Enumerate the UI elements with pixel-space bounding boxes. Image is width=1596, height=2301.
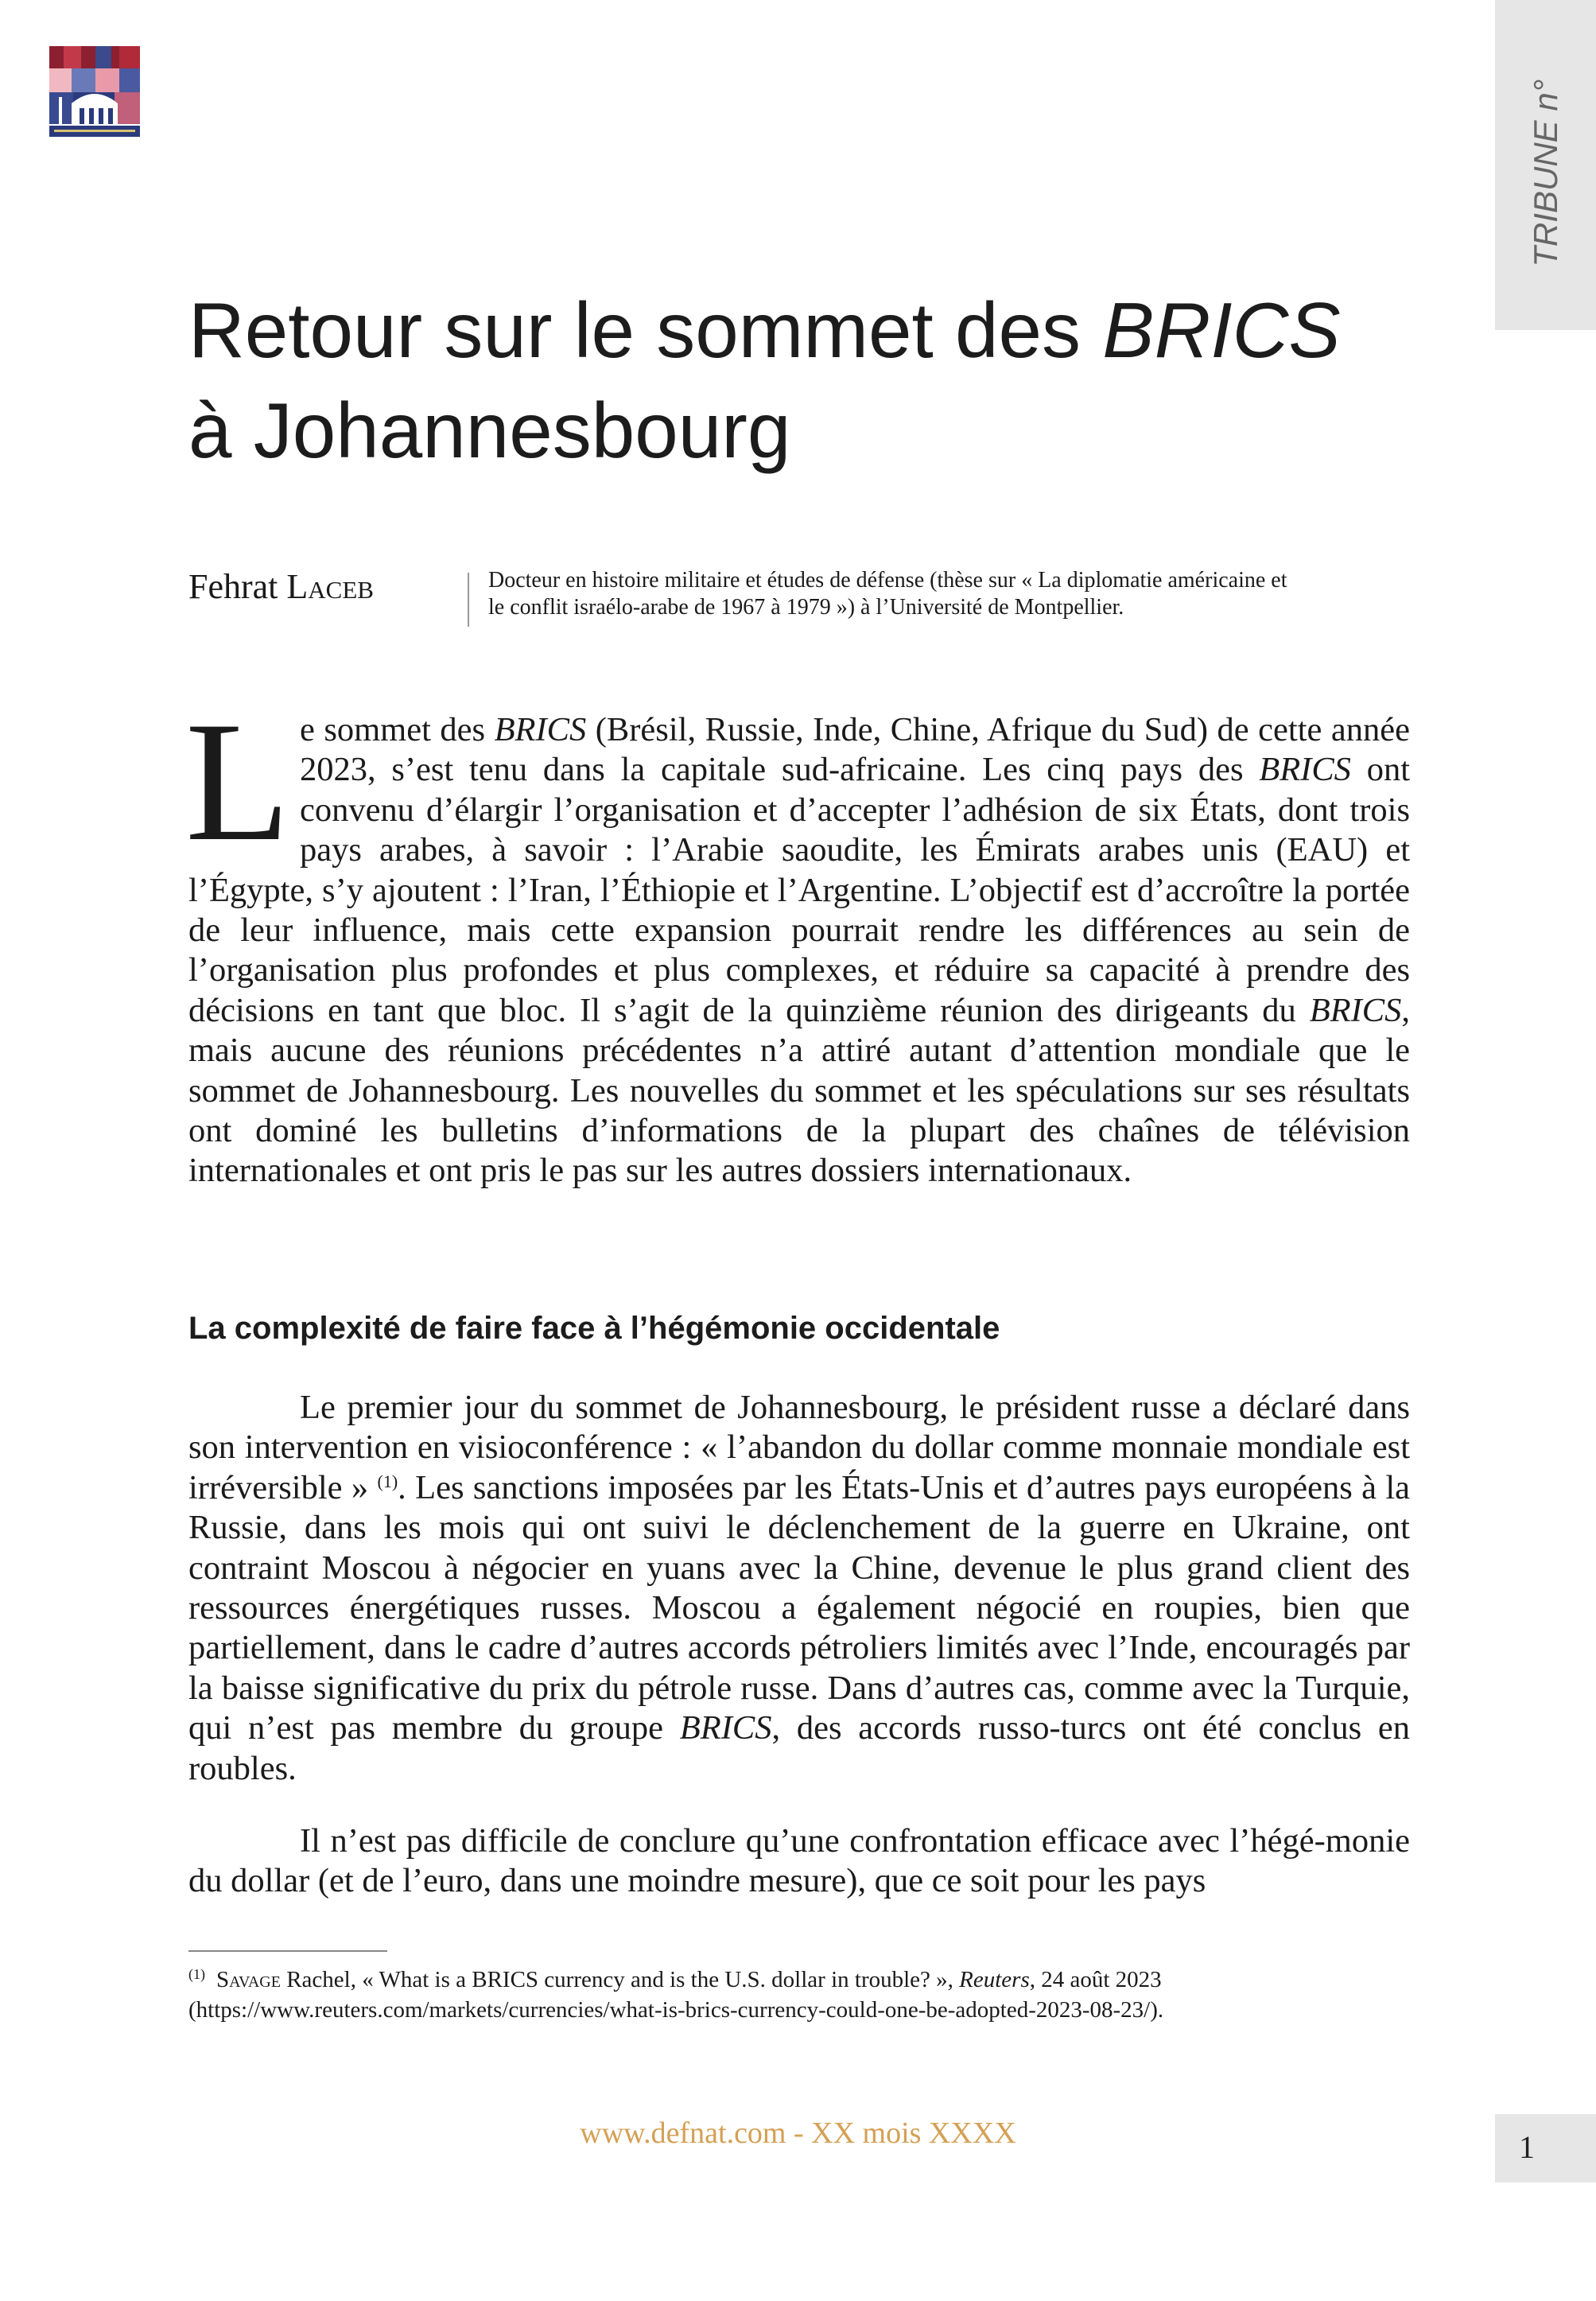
intro-brics-2: BRICS	[1259, 751, 1351, 789]
section-heading: La complexité de faire face à l’hégémonie occidentale	[188, 1311, 1000, 1346]
para2-text-2: . Les sanctions imposées par les États-Unis et d’autres pays européens à la Russie, dans les mois qui ont suivi le déclenchement de la guerre en Ukraine, ont contraint Moscou à négocier en yuans avec la Chine, devenue le plus grand client des ressources énergétiques russes. Moscou a également négocié en roupies, bien que partiellement, dans le cadre d’autres accords pétroliers limités avec l’Inde, encouragés par la baisse significative du prix du pétrole russe. Dans d’autres cas, comme avec la Turquie, qui n’est pas membre du groupe	[188, 1468, 1410, 1747]
author-bio-line2: le conflit israélo-arabe de 1967 à 1979 ») à l’Université de Montpellier.	[488, 595, 1124, 620]
body-paragraph-3: Il n’est pas difficile de conclure qu’une confrontation efficace avec l’hégé-monie du dollar (et de l’euro, dans une moindre mesure), que ce soit pour les pays	[188, 1822, 1410, 1900]
footnote-rule	[188, 1950, 387, 1952]
intro-text-1: e sommet des	[299, 711, 495, 748]
page-number: 1	[1519, 2129, 1535, 2165]
intro-paragraph	[185, 686, 1411, 1191]
intro-brics-3: BRICS	[1309, 991, 1402, 1029]
footnote-text-2: , 24 août 2023	[1029, 1967, 1162, 1992]
title-line2: à Johannesbourg	[188, 387, 791, 474]
author-first: Fehrat	[188, 567, 287, 606]
section-tab	[1495, 0, 1596, 330]
intro-brics-1: BRICS	[494, 711, 587, 748]
section-tab-label: TRIBUNE n°	[1526, 79, 1564, 267]
footnote-marker: (1)	[188, 1966, 205, 1982]
author-last: Laceb	[286, 567, 374, 606]
footnote-reference-1[interactable]: (1)	[377, 1471, 398, 1491]
body-paragraph-2	[188, 1388, 1410, 1789]
intro-text-4: , mais aucune des réunions précédentes n’a attiré autant d’attention mondiale que le sommet de Johannesbourg. Les nouvelles du sommet et les spéculations sur ses résultats ont dominé les bulletins d’informations de la plupart des chaînes de télévision internationales et ont pris le pas sur les autres dossiers internationaux.	[188, 991, 1410, 1190]
para2-text-1: Le premier jour du sommet de Johannesbourg, le président russe a déclaré dans son intervention en visioconférence : « l’abandon du dollar comme monnaie mondiale est irréversible »	[188, 1389, 1410, 1506]
para2-text-3: , des accords russo-turcs ont été conclus en roubles.	[188, 1709, 1410, 1787]
article-title	[188, 280, 1429, 480]
author-divider	[468, 573, 469, 627]
author-bio-line1: Docteur en histoire militaire et études de défense (thèse sur « La diplomatie américaine et	[488, 568, 1287, 593]
title-line1: Retour sur le sommet des	[188, 286, 1103, 374]
drop-cap: L	[185, 686, 290, 876]
footnote-text-1: Rachel, « What is a BRICS currency and is the U.S. dollar in trouble? »,	[280, 1967, 960, 1992]
footnote-url[interactable]: (https://www.reuters.com/markets/currencies/what-is-brics-currency-could-one-be-adopted-2023-08-23/).	[188, 1997, 1164, 2023]
footnote-source: Reuters	[959, 1967, 1030, 1992]
intro-text-3: ont convenu d’élargir l’organisation et d’accepter l’adhésion de six États, dont trois pays arabes, à savoir : l’Arabie saoudite, les Émirats arabes unis (EAU) et l’Égypte, s’y ajoutent : l’Iran, l’Éthiopie et l’Argentine. L’objectif est d’accroître la portée de leur influence, mais cette expansion pourrait rendre les différences au sein de l’organisation plus profondes et plus complexes, et réduire sa capacité à prendre des décisions en tant que bloc. Il s’agit de la quinzième réunion des dirigeants du	[188, 751, 1411, 1029]
page-number-box	[1495, 2114, 1596, 2182]
para2-brics: BRICS	[679, 1709, 772, 1747]
author-bio	[488, 567, 1419, 621]
title-brics: BRICS	[1102, 286, 1341, 374]
footnote-1	[188, 1965, 1429, 2025]
footnote-author: Savage	[216, 1967, 281, 1992]
intro-text-2: (Brésil, Russie, Inde, Chine, Afrique du Sud) de cette année 2023, s’est tenu dans la capitale sud-africaine. Les cinq pays des	[299, 711, 1410, 789]
revue-logo	[48, 45, 142, 138]
footer-website[interactable]: www.defnat.com - XX mois XXXX	[580, 2116, 1016, 2150]
author-name	[188, 566, 374, 607]
